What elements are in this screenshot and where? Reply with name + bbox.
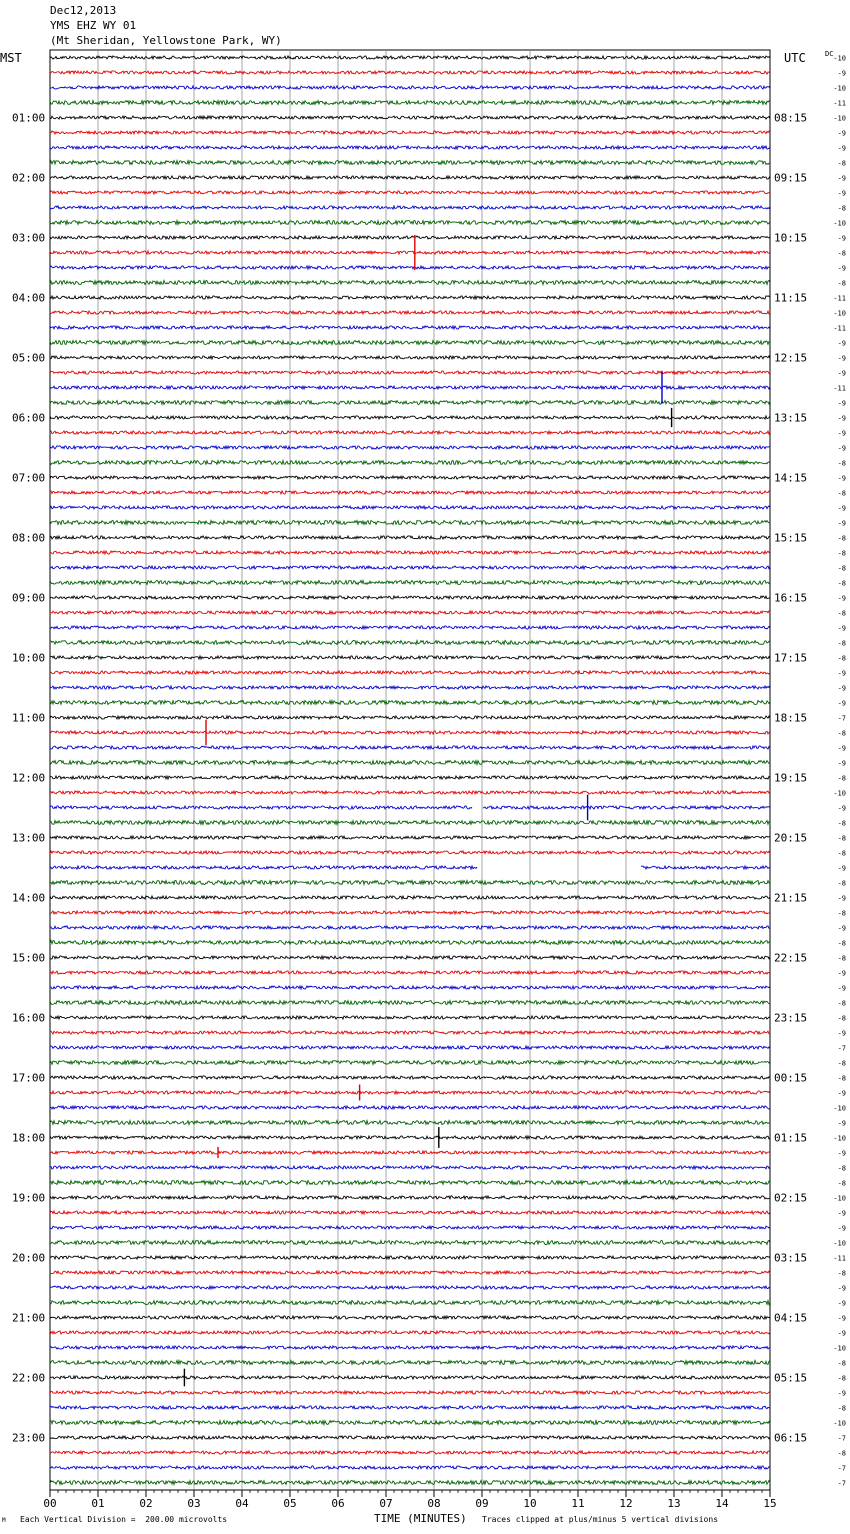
trace-row: [50, 716, 770, 719]
dc-offset-label: -8: [837, 849, 846, 858]
left-hour-label: 16:00: [12, 1011, 46, 1025]
trace-row: [50, 1136, 770, 1139]
right-hour-label: 15:15: [774, 531, 808, 545]
dc-offset-label: -9: [837, 1314, 846, 1323]
right-hour-label: 10:15: [774, 231, 808, 245]
trace-row: [50, 1271, 770, 1274]
dc-offset-label: -9: [837, 414, 846, 423]
trace-row: [50, 746, 770, 749]
dc-offset-label: -7: [837, 1464, 846, 1473]
dc-offset-label: -9: [837, 864, 846, 873]
dc-offset-label: -10: [833, 789, 846, 798]
dc-offset-label: -7: [837, 714, 846, 723]
dc-offset-label: -8: [837, 819, 846, 828]
trace-row: [50, 521, 770, 525]
trace-row: [50, 926, 770, 929]
trace-row: [50, 566, 770, 569]
trace-row: [50, 1091, 770, 1094]
trace-row: [50, 416, 770, 419]
dc-offset-label: -9: [837, 369, 846, 378]
dc-offset-label: -11: [833, 99, 846, 108]
trace-row: [50, 1451, 770, 1454]
dc-offset-label: -10: [833, 1104, 846, 1113]
trace-row: [50, 1421, 770, 1425]
right-hour-label: 05:15: [774, 1371, 808, 1385]
dc-offset-label: -10: [833, 114, 846, 123]
dc-offset-label: -9: [837, 594, 846, 603]
dc-offset-label: -10: [833, 1134, 846, 1143]
dc-offset-label: -8: [837, 939, 846, 948]
dc-offset-label: -8: [837, 579, 846, 588]
right-hour-label: 21:15: [774, 891, 808, 905]
left-hour-label: 11:00: [12, 711, 46, 725]
trace-row: [50, 191, 770, 194]
dc-offset-label: -9: [837, 144, 846, 153]
trace-row: [50, 731, 770, 734]
left-hour-label: 20:00: [12, 1251, 46, 1265]
dc-offset-label: -8: [837, 639, 846, 648]
dc-offset-label: -9: [837, 744, 846, 753]
right-hour-label: 16:15: [774, 591, 808, 605]
corner-mark: M: [2, 1517, 6, 1524]
dc-offset-label: -9: [837, 804, 846, 813]
trace-row: [50, 686, 770, 689]
trace-row: [50, 896, 770, 899]
trace-row: [50, 596, 770, 599]
trace-row: [50, 1166, 770, 1169]
trace-row: [50, 266, 770, 269]
left-hour-label: 23:00: [12, 1431, 46, 1445]
dc-offset-label: -8: [837, 549, 846, 558]
dc-offset-label: -9: [837, 1149, 846, 1158]
dc-offset-label: -9: [837, 474, 846, 483]
trace-row: [50, 1211, 770, 1214]
right-hour-label: 02:15: [774, 1191, 808, 1205]
trace-row: [50, 1286, 770, 1289]
left-hour-label: 22:00: [12, 1371, 46, 1385]
left-hour-label: 08:00: [12, 531, 46, 545]
dc-offset-label: -8: [837, 729, 846, 738]
dc-offset-label: -9: [837, 69, 846, 78]
left-hour-label: 17:00: [12, 1071, 46, 1085]
x-tick-label: 13: [667, 1497, 681, 1510]
dc-offset-label: -10: [833, 54, 846, 63]
trace-row: [50, 776, 770, 779]
trace-row: [50, 131, 770, 134]
trace-row: [50, 1316, 770, 1319]
left-hour-label: 21:00: [12, 1311, 46, 1325]
x-tick-label: 14: [715, 1497, 729, 1510]
right-hour-label: 23:15: [774, 1011, 808, 1025]
left-hour-label: 01:00: [12, 111, 46, 125]
trace-row: [50, 101, 770, 105]
trace-row: [50, 851, 770, 854]
trace-row: [50, 1181, 770, 1185]
dc-offset-label: -9: [837, 429, 846, 438]
trace-row: [50, 581, 770, 585]
dc-offset-label: -8: [837, 954, 846, 963]
right-hour-label: 18:15: [774, 711, 808, 725]
trace-row: [50, 491, 770, 494]
dc-offset-label: -7: [837, 1044, 846, 1053]
trace-row: [50, 956, 770, 959]
trace-row: [50, 326, 770, 329]
trace-row: [50, 1031, 770, 1034]
dc-offset-label: -11: [833, 294, 846, 303]
x-tick-label: 04: [235, 1497, 249, 1510]
dc-offset-label: -9: [837, 1389, 846, 1398]
left-hour-label: 14:00: [12, 891, 46, 905]
right-hour-label: 13:15: [774, 411, 808, 425]
dc-offset-label: -8: [837, 1164, 846, 1173]
dc-offset-label: -9: [837, 189, 846, 198]
trace-row: [50, 1301, 770, 1305]
dc-offset-label: -8: [837, 1374, 846, 1383]
left-hour-label: 18:00: [12, 1131, 46, 1145]
dc-offset-label: -9: [837, 1119, 846, 1128]
trace-row: [50, 506, 770, 509]
trace-row: [50, 296, 770, 299]
dc-offset-label: -11: [833, 384, 846, 393]
trace-row: [50, 806, 770, 809]
x-tick-label: 06: [331, 1497, 345, 1510]
dc-offset-label: -9: [837, 174, 846, 183]
x-tick-label: 11: [571, 1497, 585, 1510]
left-hour-label: 12:00: [12, 771, 46, 785]
dc-offset-label: -9: [837, 759, 846, 768]
trace-row: [50, 251, 770, 254]
trace-row: [50, 626, 770, 629]
plot-frame: [50, 50, 770, 1490]
right-hour-label: 17:15: [774, 651, 808, 665]
trace-row: [50, 1406, 770, 1409]
trace-row: [50, 1046, 770, 1049]
trace-row: [50, 611, 770, 614]
right-hour-label: 01:15: [774, 1131, 808, 1145]
dc-offset-label: -8: [837, 1359, 846, 1368]
trace-row: [50, 1256, 770, 1259]
dc-offset-label: -9: [837, 1029, 846, 1038]
right-hour-label: 08:15: [774, 111, 808, 125]
dc-offset-label: -8: [837, 534, 846, 543]
trace-row: [50, 971, 770, 974]
dc-offset-label: -8: [837, 1014, 846, 1023]
left-hour-label: 06:00: [12, 411, 46, 425]
trace-row: [50, 791, 770, 794]
trace-row: [50, 161, 770, 165]
trace-row: [50, 461, 770, 465]
dc-offset-label: -8: [837, 459, 846, 468]
left-hour-label: 07:00: [12, 471, 46, 485]
dc-offset-label: -8: [837, 1449, 846, 1458]
trace-row: [50, 1016, 770, 1019]
left-hour-label: 09:00: [12, 591, 46, 605]
dc-offset-label: -9: [837, 399, 846, 408]
dc-offset-label: -8: [837, 1059, 846, 1068]
left-hour-label: 19:00: [12, 1191, 46, 1205]
trace-row: [50, 1076, 770, 1079]
trace-row: [50, 536, 770, 539]
x-tick-label: 01: [91, 1497, 105, 1510]
trace-row: [50, 1226, 770, 1229]
x-tick-label: 09: [475, 1497, 489, 1510]
right-hour-label: 20:15: [774, 831, 808, 845]
dc-offset-label: -9: [837, 969, 846, 978]
x-tick-label: 05: [283, 1497, 297, 1510]
dc-offset-label: -7: [837, 1434, 846, 1443]
x-tick-label: 08: [427, 1497, 441, 1510]
trace-row: [50, 941, 770, 945]
dc-offset-label: -8: [837, 1269, 846, 1278]
dc-offset-label: -9: [837, 354, 846, 363]
trace-row: [50, 281, 770, 285]
dc-offset-label: -9: [837, 1284, 846, 1293]
chart-date: Dec12,2013: [50, 4, 117, 17]
dc-offset-label: -9: [837, 444, 846, 453]
dc-offset-label: -10: [833, 1194, 846, 1203]
trace-row: [50, 1121, 770, 1125]
trace-row: [50, 1241, 770, 1245]
dc-offset-label: -8: [837, 249, 846, 258]
dc-offset-label: -9: [837, 669, 846, 678]
trace-row: [50, 881, 770, 885]
dc-offset-label: -11: [833, 1254, 846, 1263]
dc-offset-label: -8: [837, 999, 846, 1008]
right-timezone-label: UTC: [784, 51, 806, 65]
left-timezone-label: MST: [0, 51, 22, 65]
right-hour-label: 06:15: [774, 1431, 808, 1445]
x-tick-label: 10: [523, 1497, 537, 1510]
trace-row: [50, 1481, 770, 1485]
dc-offset-label: -9: [837, 129, 846, 138]
trace-row: [50, 671, 770, 674]
dc-offset-label: -9: [837, 1299, 846, 1308]
trace-row: [50, 341, 770, 345]
left-hour-label: 04:00: [12, 291, 46, 305]
trace-row: [50, 236, 770, 239]
dc-offset-label: -8: [837, 1179, 846, 1188]
dc-offset-label: -9: [837, 1329, 846, 1338]
dc-offset-label: -10: [833, 1419, 846, 1428]
trace-row: [50, 986, 770, 989]
trace-row: [50, 221, 770, 225]
trace-row: [50, 1196, 770, 1199]
dc-offset-label: -9: [837, 1209, 846, 1218]
dc-offset-label: -8: [837, 909, 846, 918]
right-hour-label: 09:15: [774, 171, 808, 185]
right-hour-label: 04:15: [774, 1311, 808, 1325]
dc-offset-label: -9: [837, 339, 846, 348]
dc-offset-label: -10: [833, 309, 846, 318]
right-hour-label: 22:15: [774, 951, 808, 965]
dc-offset-label: -7: [837, 1479, 846, 1488]
dc-offset-label: -8: [837, 774, 846, 783]
trace-row: [50, 446, 770, 449]
right-hour-label: 12:15: [774, 351, 808, 365]
station-code: YMS EHZ WY 01: [50, 19, 137, 32]
dc-label: DC: [825, 50, 834, 58]
x-axis-title: TIME (MINUTES): [374, 1512, 467, 1525]
trace-row: [50, 641, 770, 645]
dc-offset-label: -9: [837, 519, 846, 528]
right-hour-label: 03:15: [774, 1251, 808, 1265]
dc-offset-label: -9: [837, 264, 846, 273]
trace-row: [50, 1436, 770, 1439]
left-hour-label: 10:00: [12, 651, 46, 665]
right-hour-label: 14:15: [774, 471, 808, 485]
trace-row: [50, 656, 770, 659]
trace-row: [50, 56, 770, 59]
dc-offset-label: -9: [837, 924, 846, 933]
dc-offset-label: -9: [837, 234, 846, 243]
dc-offset-label: -9: [837, 624, 846, 633]
trace-row: [50, 1331, 770, 1334]
trace-row: [50, 176, 770, 179]
trace-row: [50, 356, 770, 359]
trace-row: [50, 1376, 770, 1379]
scale-note: Each Vertical Division = 200.00 microvolts: [20, 1515, 228, 1524]
dc-offset-label: -8: [837, 489, 846, 498]
right-hour-label: 19:15: [774, 771, 808, 785]
dc-offset-label: -10: [833, 1344, 846, 1353]
x-tick-label: 15: [763, 1497, 777, 1510]
dc-offset-label: -9: [837, 504, 846, 513]
trace-row: [50, 761, 770, 765]
trace-row: [50, 836, 770, 839]
left-hour-label: 13:00: [12, 831, 46, 845]
station-location: (Mt Sheridan, Yellowstone Park, WY): [50, 34, 282, 47]
left-hour-label: 02:00: [12, 171, 46, 185]
dc-offset-label: -8: [837, 204, 846, 213]
dc-offset-label: -10: [833, 84, 846, 93]
dc-offset-label: -9: [837, 984, 846, 993]
x-tick-label: 02: [139, 1497, 153, 1510]
dc-offset-label: -8: [837, 654, 846, 663]
dc-offset-label: -8: [837, 279, 846, 288]
x-tick-label: 12: [619, 1497, 633, 1510]
dc-offset-label: -9: [837, 1224, 846, 1233]
dc-offset-label: -9: [837, 1089, 846, 1098]
trace-row: [50, 311, 770, 314]
trace-row: [50, 1106, 770, 1109]
dc-offset-label: -8: [837, 879, 846, 888]
dc-offset-label: -8: [837, 1074, 846, 1083]
dc-offset-label: -8: [837, 609, 846, 618]
trace-row: [50, 911, 770, 914]
dc-offset-label: -8: [837, 834, 846, 843]
trace-row: [50, 821, 770, 825]
x-tick-label: 03: [187, 1497, 201, 1510]
x-tick-label: 07: [379, 1497, 393, 1510]
dc-offset-label: -8: [837, 159, 846, 168]
trace-row: [50, 1361, 770, 1365]
clip-note: Traces clipped at plus/minus 5 vertical divisions: [482, 1515, 719, 1524]
left-hour-label: 15:00: [12, 951, 46, 965]
trace-row: [50, 1151, 770, 1154]
trace-row: [50, 71, 770, 74]
trace-row: [50, 1391, 770, 1394]
trace-row: [50, 1061, 770, 1065]
dc-offset-label: -10: [833, 1239, 846, 1248]
trace-row: [50, 866, 770, 869]
dc-offset-label: -8: [837, 1404, 846, 1413]
left-hour-label: 03:00: [12, 231, 46, 245]
x-tick-label: 00: [43, 1497, 57, 1510]
right-hour-label: 11:15: [774, 291, 808, 305]
trace-row: [50, 86, 770, 89]
dc-offset-label: -9: [837, 894, 846, 903]
trace-row: [50, 206, 770, 209]
trace-row: [50, 701, 770, 705]
right-hour-label: 00:15: [774, 1071, 808, 1085]
dc-offset-label: -11: [833, 324, 846, 333]
trace-row: [50, 551, 770, 554]
dc-offset-label: -8: [837, 564, 846, 573]
dc-offset-label: -9: [837, 684, 846, 693]
trace-row: [50, 431, 770, 434]
dc-offset-label: -9: [837, 699, 846, 708]
left-hour-label: 05:00: [12, 351, 46, 365]
trace-row: [50, 1346, 770, 1349]
trace-row: [50, 1466, 770, 1469]
trace-row: [50, 116, 770, 119]
trace-row: [50, 476, 770, 479]
trace-row: [50, 146, 770, 149]
dc-offset-label: -10: [833, 219, 846, 228]
trace-row: [50, 1001, 770, 1005]
